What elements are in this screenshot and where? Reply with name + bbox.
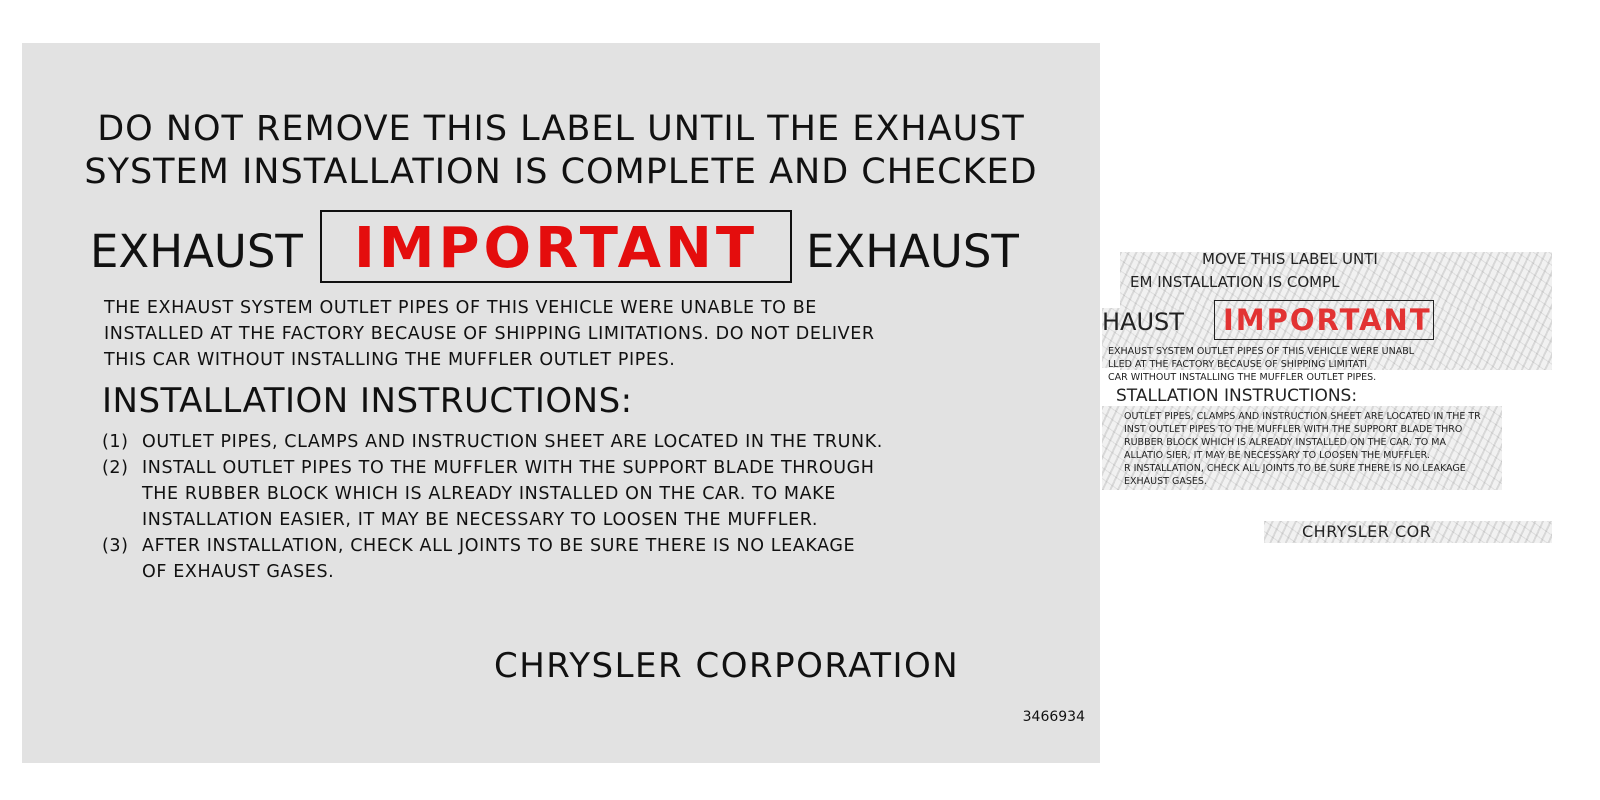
body-line: INSTALLED AT THE FACTORY BECAUSE OF SHIPPING LIMITATIONS. DO NOT DELIVER [104,324,875,344]
important-text: IMPORTANT [353,216,759,281]
worn-body-line: CAR WITHOUT INSTALLING THE MUFFLER OUTLET PIPES. [1108,372,1377,383]
worn-body-line: LLED AT THE FACTORY BECAUSE OF SHIPPING LIMITATI [1108,359,1367,370]
worn-headline-1: MOVE THIS LABEL UNTI [1202,250,1378,268]
worn-body [1108,345,1414,384]
step-number: (1) [102,432,129,452]
worn-step-line: OUTLET PIPES, CLAMPS AND INSTRUCTION SHEET ARE LOCATED IN THE TR [1124,411,1481,422]
worn-corporation-name: CHRYSLER COR [1302,522,1432,541]
step-2 [102,455,883,533]
instructions-heading: INSTALLATION INSTRUCTIONS: [102,381,633,421]
step-line: INSTALL OUTLET PIPES TO THE MUFFLER WITH THE SUPPORT BLADE THROUGH [142,458,875,478]
worn-original-label-photo [1090,250,1552,550]
important-box [320,210,792,283]
step-line: OUTLET PIPES, CLAMPS AND INSTRUCTION SHEET ARE LOCATED IN THE TRUNK. [142,432,883,452]
part-number: 3466934 [1022,709,1085,725]
body-paragraph [104,295,875,373]
worn-step-line: R INSTALLATION, CHECK ALL JOINTS TO BE SURE THERE IS NO LEAKAGE [1124,463,1466,474]
instruction-steps [102,429,883,585]
worn-step-line: RUBBER BLOCK WHICH IS ALREADY INSTALLED ON THE CAR. TO MA [1124,437,1446,448]
step-line: AFTER INSTALLATION, CHECK ALL JOINTS TO BE SURE THERE IS NO LEAKAGE [142,536,856,556]
worn-step-line: INST OUTLET PIPES TO THE MUFFLER WITH THE SUPPORT BLADE THRO [1124,424,1463,435]
worn-important-box [1214,300,1434,340]
worn-steps [1124,410,1481,488]
step-1 [102,429,883,455]
worn-important-text: IMPORTANT [1223,303,1432,337]
step-line: THE RUBBER BLOCK WHICH IS ALREADY INSTALLED ON THE CAR. TO MAKE [142,484,836,504]
worn-step-line: EXHAUST GASES. [1124,476,1207,487]
step-number: (2) [102,458,129,478]
worn-headline-2: EM INSTALLATION IS COMPL [1130,273,1340,291]
exhaust-label [22,43,1100,763]
headline-line-2: SYSTEM INSTALLATION IS COMPLETE AND CHECKED [84,152,1038,192]
step-line: OF EXHAUST GASES. [142,562,335,582]
exhaust-left-text: EXHAUST [90,225,303,278]
step-3 [102,533,883,585]
worn-step-line: ALLATIO SIER, IT MAY BE NECESSARY TO LOOSEN THE MUFFLER. [1124,450,1430,461]
worn-instructions-heading: STALLATION INSTRUCTIONS: [1116,386,1358,406]
worn-exhaust-text: HAUST [1102,308,1184,336]
headline-line-1: DO NOT REMOVE THIS LABEL UNTIL THE EXHAUST [97,109,1025,149]
worn-body-line: EXHAUST SYSTEM OUTLET PIPES OF THIS VEHICLE WERE UNABL [1108,346,1415,357]
step-line: INSTALLATION EASIER, IT MAY BE NECESSARY TO LOOSEN THE MUFFLER. [142,510,819,530]
exhaust-right-text: EXHAUST [806,225,1019,278]
step-number: (3) [102,536,129,556]
corporation-name: CHRYSLER CORPORATION [494,646,960,686]
body-line: THE EXHAUST SYSTEM OUTLET PIPES OF THIS VEHICLE WERE UNABLE TO BE [104,298,817,318]
body-line: THIS CAR WITHOUT INSTALLING THE MUFFLER OUTLET PIPES. [104,350,676,370]
